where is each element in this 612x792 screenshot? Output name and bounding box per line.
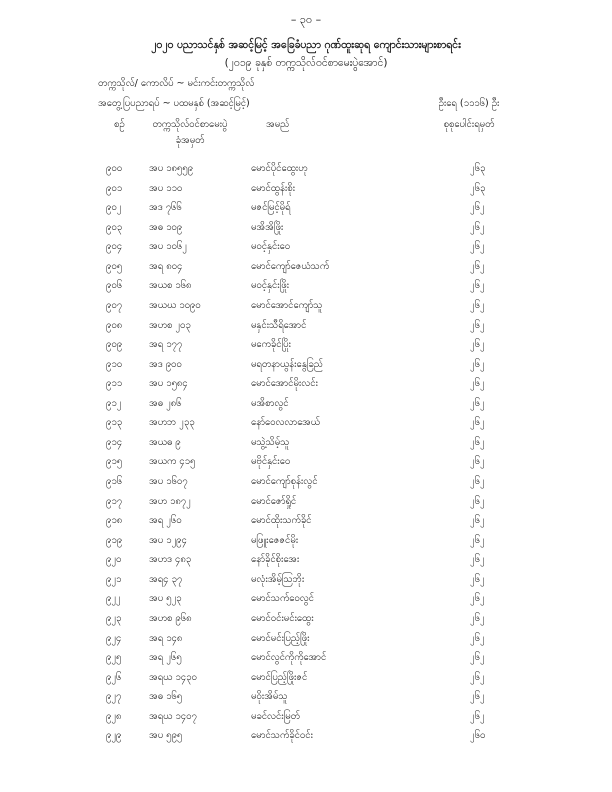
university-line: တက္ကသိုလ်/ ကောလိပ် ~ မင်းကင်းတက္ကသိုလ် xyxy=(98,78,255,89)
table-row xyxy=(0,199,612,219)
header-roll-no-line2: ခုံအမှတ် xyxy=(175,135,205,146)
roll-no-cell: အဟစ ၂၀၃ xyxy=(149,319,191,331)
serial-no-cell: ၉၁၄ xyxy=(106,436,123,448)
table-row xyxy=(0,434,612,454)
total-marks-cell: ၂၆၂ xyxy=(470,710,485,722)
serial-no-cell: ၉၂၅ xyxy=(106,652,122,664)
roll-no-cell: အပ ၅၂၃ xyxy=(149,593,182,605)
roll-no-cell: အယဃ ၁၀၉၀ xyxy=(149,299,201,311)
student-name-cell: မဝိုးအိမ်သူ xyxy=(251,691,288,703)
table-row xyxy=(0,258,612,278)
major-line: အတွေ့ပြပညာရပ် ~ ပထမနှစ် (အဆင့်မြင့်) xyxy=(98,98,250,109)
student-name-cell: မဖြူးဇေဇင်မိုး xyxy=(251,534,299,546)
total-marks-cell: ၂၆၂ xyxy=(470,339,485,351)
roll-no-cell: အရ ၈၀၄ xyxy=(149,260,183,272)
serial-no-cell: ၉၁၁ xyxy=(106,378,123,390)
table-row xyxy=(0,317,612,337)
total-marks-cell: ၂၆၂ xyxy=(470,241,485,253)
student-name-cell: မောင်မင်းပြည့်ဖြိုး xyxy=(251,632,310,644)
student-name-cell: မလုံးအိမ့်သြဘိုး xyxy=(251,573,305,585)
table-row xyxy=(0,160,612,180)
roll-no-cell: အယဓ ၉ xyxy=(149,436,181,448)
total-marks-cell: ၂၆၂ xyxy=(470,202,485,214)
serial-no-cell: ၉၁၇ xyxy=(106,495,123,507)
student-name-cell: မောင်ပိုင်ထွေးဟု xyxy=(251,163,308,174)
student-name-cell: မဝင့်နှင်းဝေ xyxy=(251,241,291,253)
roll-no-cell: အပ ၁၁၀ xyxy=(149,182,183,194)
serial-no-cell: ၉၁၀ xyxy=(106,358,123,370)
student-name-cell: မောင်ဝင်းမင်းထွေး xyxy=(251,612,314,624)
table-row xyxy=(0,238,612,258)
total-marks-cell: ၂၆၂ xyxy=(470,476,485,487)
roll-no-cell: အပ ၁၀၆၂ xyxy=(149,241,187,253)
roll-no-cell: အရ ၂၆၀ xyxy=(149,515,182,527)
serial-no-cell: ၉၂၈ xyxy=(106,710,122,722)
total-marks-cell: ၂၆၂ xyxy=(470,612,485,624)
total-marks-cell: ၂၆၃ xyxy=(470,163,486,174)
roll-no-cell: အပ ၁၈၅၅၉ xyxy=(149,163,193,174)
total-marks-cell: ၂၆၂ xyxy=(470,632,485,644)
table-row xyxy=(0,610,612,630)
roll-no-cell: အဒ ၇၆၆ xyxy=(149,202,182,214)
serial-no-cell: ၉၀၀ xyxy=(106,163,123,174)
table-row xyxy=(0,590,612,610)
total-marks-cell: ၂၆၂ xyxy=(470,534,485,546)
table-row xyxy=(0,727,612,747)
roll-no-cell: အဟဒ ၄၈၃ xyxy=(149,554,192,566)
roll-no-cell: အပ ၁၅၈၄ xyxy=(149,378,188,390)
serial-no-cell: ၉၁၃ xyxy=(106,417,123,429)
serial-no-cell: ၉၁၉ xyxy=(106,534,123,546)
serial-no-cell: ၉၀၁ xyxy=(106,182,123,194)
table-row xyxy=(0,630,612,650)
serial-no-cell: ၉၀၇ xyxy=(106,299,123,311)
table-row xyxy=(0,649,612,669)
header-name: အမည် xyxy=(266,119,290,130)
total-marks-cell: ၂၆၀ xyxy=(470,730,486,742)
student-name-cell: မောင်ကျော်ဇေယံသက် xyxy=(251,260,330,272)
serial-no-cell: ၉၀၈ xyxy=(106,319,123,331)
roll-no-cell: အဓ ၁၆၅ xyxy=(149,691,183,703)
total-marks-cell: ၂၆၂ xyxy=(470,691,485,703)
roll-no-cell: အယက ၄၁၅ xyxy=(149,456,196,468)
serial-no-cell: ၉၂၇ xyxy=(106,691,122,703)
roll-no-cell: အပ ၅၉၅ xyxy=(149,730,183,742)
roll-no-cell: အယစ ၁၆၈ xyxy=(149,280,192,292)
student-name-cell: မအိအိဖြိုး xyxy=(251,221,284,233)
table-row xyxy=(0,336,612,356)
table-row xyxy=(0,688,612,708)
table-row xyxy=(0,493,612,513)
total-marks-cell: ၂၆၂ xyxy=(470,573,485,585)
table-row xyxy=(0,277,612,297)
serial-no-cell: ၉၂၁ xyxy=(106,573,122,585)
page-number: – ၃၀ – xyxy=(290,13,322,26)
roll-no-cell: အဓ ၂၈၆ xyxy=(149,397,182,409)
student-name-cell: မောင်သက်ဝေလွင် xyxy=(251,593,314,605)
total-marks-cell: ၂၆၂ xyxy=(470,515,485,527)
table-row xyxy=(0,473,612,493)
roll-no-cell: အဟစ ၉၆၈ xyxy=(149,612,192,624)
student-name-cell: မောင်ထွန်းစိုး xyxy=(251,182,296,194)
table-row xyxy=(0,512,612,532)
roll-no-cell: အရ ၂၆၅ xyxy=(149,652,182,664)
roll-no-cell: အဟဘ ၂၃၃ xyxy=(149,417,195,429)
student-name-cell: မသွဲ့သိမ့်သူ xyxy=(251,436,290,448)
table-row xyxy=(0,453,612,473)
table-row xyxy=(0,532,612,552)
total-marks-cell: ၂၆၂ xyxy=(470,319,485,331)
serial-no-cell: ၉၁၂ xyxy=(106,397,122,409)
student-name-cell: မောင်ကျော်စုန်းလွင် xyxy=(251,476,318,487)
student-name-cell: မဇင်မြင့်မိုရ် xyxy=(251,202,291,214)
student-name-cell: မအိစာလွင် xyxy=(251,397,289,409)
total-marks-cell: ၂၆၂ xyxy=(470,671,485,683)
roll-no-cell: အရယ ၁၄၃၀ xyxy=(149,671,197,683)
student-name-cell: မနှင်းသီရိအောင် xyxy=(251,319,307,331)
student-name-cell: မဗိုင်နှင်းဝေ xyxy=(251,456,291,468)
student-name-cell: မောင်ထိုးသက်ခိုင် xyxy=(251,515,312,527)
total-marks-cell: ၂၆၂ xyxy=(470,456,485,468)
total-marks-cell: ၂၆၂ xyxy=(470,378,485,390)
serial-no-cell: ၉၀၅ xyxy=(106,260,123,272)
student-name-cell: မရတနာယွန်းနွေခြည် xyxy=(251,358,323,370)
serial-no-cell: ၉၂၃ xyxy=(106,612,122,624)
document-subtitle: (၂၀၁၉ ခုနှစ် တက္ကသိုလ်ဝင်စာမေးပွဲအောင်) xyxy=(224,57,388,69)
student-name-cell: မောင်ဇော်ရှိုင် xyxy=(251,495,297,507)
table-row xyxy=(0,669,612,689)
table-row xyxy=(0,180,612,200)
table-row xyxy=(0,395,612,415)
student-name-cell: မောင်သက်ခိုင်ဝင်း xyxy=(251,730,313,742)
serial-no-cell: ၉၀၆ xyxy=(106,280,123,292)
student-name-cell: မောင်အောင်မိုးလင်း xyxy=(251,378,318,390)
student-name-cell: မဝင့်နှင်းဖြိုး xyxy=(251,280,290,292)
student-name-cell: မကေခိုင်ပြိုး xyxy=(251,339,291,351)
serial-no-cell: ၉၂၂ xyxy=(106,593,121,605)
header-total-marks: စုစုပေါင်းရမှတ် xyxy=(443,119,495,130)
student-name-cell: မခင်လင်းမြတ် xyxy=(251,710,300,722)
student-name-cell: မောင်ပြည့်ဖြိုးဇင် xyxy=(251,671,308,683)
document-title: ၂၀၂၀ ပညာသင်နှစ် အဆင့်မြင့် အခြေခံပညာ ဂုဏ်ထူးဆုရ ကျောင်းသားများစာရင်း xyxy=(151,39,461,51)
table-row xyxy=(0,571,612,591)
table-row xyxy=(0,219,612,239)
total-marks-cell: ၂၆၂ xyxy=(470,299,485,311)
serial-no-cell: ၉၀၂ xyxy=(106,202,122,214)
total-marks-cell: ၂၆၂ xyxy=(470,436,485,448)
roll-no-cell: အရယ ၁၄၀၇ xyxy=(149,710,197,722)
table-row xyxy=(0,708,612,728)
serial-no-cell: ၉၀၄ xyxy=(106,241,123,253)
roll-no-cell: အဟ ၁၈၇၂ xyxy=(149,495,191,507)
total-marks-cell: ၂၆၂ xyxy=(470,417,485,429)
roll-no-cell: အပ ၁၂၉၄ xyxy=(149,534,187,546)
serial-no-cell: ၉၁၆ xyxy=(106,476,123,487)
student-name-cell: နော်ခိုင်စိုးအေး xyxy=(251,554,300,566)
roll-no-cell: အပ ၁၆၀၇ xyxy=(149,476,188,487)
roll-no-cell: အဓ ၁၀၉ xyxy=(149,221,183,233)
total-marks-cell: ၂၆၂ xyxy=(470,397,485,409)
student-name-cell: မောင်အောင်ကျော်သူ xyxy=(251,299,323,311)
total-count: ဦးရေ (၁၁၁၆) ဦး xyxy=(438,98,500,109)
serial-no-cell: ၉၀၃ xyxy=(106,221,123,233)
total-marks-cell: ၂၆၂ xyxy=(470,554,485,566)
header-serial-no: စဉ် xyxy=(114,119,125,130)
total-marks-cell: ၂၆၂ xyxy=(470,495,485,507)
total-marks-cell: ၂၆၂ xyxy=(470,652,485,664)
table-row xyxy=(0,375,612,395)
results-table xyxy=(0,160,612,747)
table-row xyxy=(0,297,612,317)
student-name-cell: မောင်လွင်ကိုကိုအောင် xyxy=(251,652,327,664)
table-row xyxy=(0,551,612,571)
total-marks-cell: ၂၆၂ xyxy=(470,280,485,292)
serial-no-cell: ၉၂၉ xyxy=(106,730,122,742)
serial-no-cell: ၉၂၀ xyxy=(106,554,122,566)
roll-no-cell: အဒ ၉၀၀ xyxy=(149,358,182,370)
roll-no-cell: အရ ၁၇၇ xyxy=(149,339,183,351)
serial-no-cell: ၉၂၆ xyxy=(106,671,122,683)
serial-no-cell: ၉၁၅ xyxy=(106,456,123,468)
roll-no-cell: အရ၄ ၃၇ xyxy=(149,573,183,585)
table-row xyxy=(0,356,612,376)
serial-no-cell: ၉၂၄ xyxy=(106,632,122,644)
roll-no-cell: အရ ၁၄၈ xyxy=(149,632,183,644)
table-row xyxy=(0,414,612,434)
total-marks-cell: ၂၆၂ xyxy=(470,593,485,605)
total-marks-cell: ၂၆၃ xyxy=(470,182,486,194)
serial-no-cell: ၉၀၉ xyxy=(106,339,123,351)
total-marks-cell: ၂၆၂ xyxy=(470,221,485,233)
total-marks-cell: ၂၆၂ xyxy=(470,260,485,272)
header-roll-no: တက္ကသိုလ်ဝင်စာမေးပွဲ xyxy=(152,119,228,130)
serial-no-cell: ၉၁၈ xyxy=(106,515,123,527)
student-name-cell: နော်ဝေလလာအေယ် xyxy=(251,417,320,429)
total-marks-cell: ၂၆၂ xyxy=(470,358,485,370)
